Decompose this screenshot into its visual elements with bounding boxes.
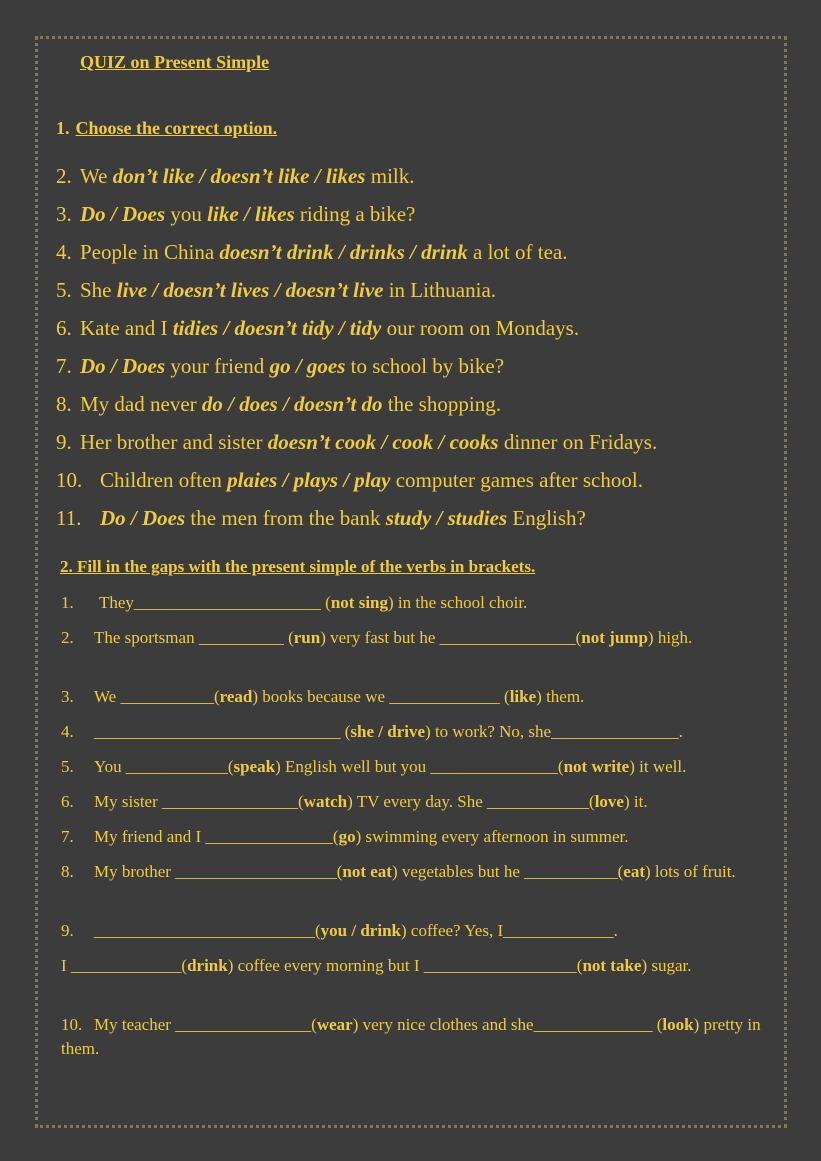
option-text: not sing (330, 593, 389, 612)
section1-number: 1. (56, 118, 70, 138)
gap-fill-item (61, 919, 781, 943)
item-text: ) it. (623, 792, 648, 811)
option-text: Do / Does (80, 202, 166, 226)
gap-fill-number: 8. (61, 862, 74, 881)
question-item (56, 392, 501, 417)
question-item (56, 240, 568, 265)
item-text: dinner on Fridays. (498, 430, 658, 454)
option-text: tidies / doesn’t tidy / tidy (172, 316, 382, 340)
gap-fill-number: 6. (61, 792, 74, 811)
item-text: We (80, 164, 113, 188)
item-text: ) TV every day. She ____________( (347, 792, 595, 811)
item-text: My teacher ________________( (94, 1015, 317, 1034)
gap-fill-item (61, 626, 781, 650)
item-text: to school by bike? (345, 354, 505, 378)
item-text: ) high. (647, 628, 693, 647)
item-text: our room on Mondays. (381, 316, 580, 340)
item-text: English? (507, 506, 586, 530)
item-text: You ____________( (94, 757, 234, 776)
question-number: 8. (56, 392, 72, 416)
item-text: ) in the school choir. (388, 593, 528, 612)
option-text: look (662, 1015, 694, 1034)
item-text: People in China (80, 240, 220, 264)
option-text: speak (233, 757, 276, 776)
question-item (56, 316, 579, 341)
option-text: not take (582, 956, 642, 975)
question-number: 11. (56, 506, 82, 530)
option-text: doesn’t cook / cook / cooks (267, 430, 499, 454)
gap-fill-item (61, 685, 781, 709)
item-text: Children often (100, 468, 228, 492)
gap-fill-number: 1. (61, 593, 74, 612)
gap-fill-number: 7. (61, 827, 74, 846)
item-text: She (80, 278, 117, 302)
item-text: ) them. (536, 687, 585, 706)
option-text: not eat (342, 862, 392, 881)
item-text: The sportsman __________ ( (94, 628, 294, 647)
item-text: Kate and I (80, 316, 173, 340)
question-item (56, 430, 657, 455)
question-item (56, 278, 496, 303)
item-text: My dad never (80, 392, 202, 416)
item-text: a lot of tea. (467, 240, 568, 264)
gap-fill-number: 9. (61, 921, 74, 940)
question-number: 4. (56, 240, 72, 264)
question-item (56, 164, 415, 189)
item-text: ) books because we _____________ ( (252, 687, 510, 706)
option-text: love (594, 792, 624, 811)
item-text: ) pretty in them. (61, 1015, 761, 1058)
option-text: not write (563, 757, 630, 776)
item-text: ) coffee? Yes, I_____________. (400, 921, 618, 940)
question-number: 7. (56, 354, 72, 378)
option-text: do / does / doesn’t do (201, 392, 383, 416)
gap-fill-item (61, 825, 781, 849)
option-text: like (509, 687, 537, 706)
option-text: go / goes (269, 354, 346, 378)
gap-fill-item (61, 860, 781, 884)
gap-fill-item (61, 755, 781, 779)
option-text: you / drink (320, 921, 401, 940)
question-item (56, 506, 586, 531)
option-text: live / doesn’t lives / doesn’t live (116, 278, 384, 302)
gap-fill-number: 10. (61, 1015, 83, 1034)
item-text: you (165, 202, 208, 226)
option-text: Do / Does (100, 506, 186, 530)
question-item (56, 468, 643, 493)
option-text: Do / Does (80, 354, 166, 378)
option-text: watch (303, 792, 348, 811)
option-text: doesn’t drink / drinks / drink (219, 240, 468, 264)
option-text: like / likes (207, 202, 295, 226)
item-text: My sister ________________( (94, 792, 304, 811)
gap-fill-number: 3. (61, 687, 74, 706)
item-text: ) swimming every afternoon in summer. (355, 827, 629, 846)
option-text: wear (316, 1015, 353, 1034)
item-text: My friend and I _______________( (94, 827, 339, 846)
item-text: ) English well but you _______________( (275, 757, 564, 776)
question-item (56, 202, 415, 227)
question-number: 6. (56, 316, 72, 340)
item-text: ) to work? No, she_______________. (425, 722, 683, 741)
item-text: _____________________________ ( (94, 722, 351, 741)
item-text: They______________________ ( (99, 593, 331, 612)
gap-fill-item (61, 790, 781, 814)
section1-heading (56, 118, 277, 139)
question-number: 9. (56, 430, 72, 454)
item-text: your friend (165, 354, 270, 378)
item-text: My brother ___________________( (94, 862, 343, 881)
item-text: ) lots of fruit. (645, 862, 736, 881)
option-text: plaies / plays / play (227, 468, 391, 492)
option-text: read (219, 687, 253, 706)
item-text: computer games after school. (390, 468, 643, 492)
gap-fill-item (61, 591, 781, 615)
item-text: ) sugar. (641, 956, 692, 975)
gap-fill-item (61, 720, 781, 744)
section1-heading-text: Choose the correct option. (75, 118, 278, 138)
item-text: We ___________( (94, 687, 220, 706)
option-text: drink (187, 956, 228, 975)
option-text: don’t like / doesn’t like / likes (112, 164, 366, 188)
item-text: Her brother and sister (80, 430, 268, 454)
question-number: 3. (56, 202, 72, 226)
item-text: the men from the bank (185, 506, 386, 530)
option-text: eat (623, 862, 646, 881)
question-number: 10. (56, 468, 83, 492)
option-text: run (293, 628, 321, 647)
option-text: study / studies (385, 506, 508, 530)
item-text: riding a bike? (294, 202, 416, 226)
item-text: I _____________( (61, 956, 188, 975)
question-number: 5. (56, 278, 72, 302)
item-text: ) very fast but he ________________( (320, 628, 582, 647)
option-text: not jump (581, 628, 648, 647)
gap-fill-item (61, 1013, 781, 1061)
item-text: ) very nice clothes and she______________ ( (352, 1015, 663, 1034)
quiz-title: QUIZ on Present Simple (80, 52, 270, 72)
gap-fill-item (61, 954, 781, 978)
item-text: ) coffee every morning but I __________________( (227, 956, 583, 975)
question-item (56, 354, 504, 379)
question-number: 2. (56, 164, 72, 188)
item-text: the shopping. (382, 392, 501, 416)
section2-heading: 2. Fill in the gaps with the present simple of the verbs in brackets. (60, 557, 536, 576)
item-text: __________________________( (94, 921, 321, 940)
gap-fill-number: 4. (61, 722, 74, 741)
item-text: in Lithuania. (383, 278, 497, 302)
option-text: she / drive (350, 722, 426, 741)
item-text: milk. (365, 164, 415, 188)
item-text: ) vegetables but he ___________( (391, 862, 624, 881)
gap-fill-number: 2. (61, 628, 74, 647)
gap-fill-number: 5. (61, 757, 74, 776)
option-text: go (338, 827, 356, 846)
item-text: ) it well. (629, 757, 687, 776)
